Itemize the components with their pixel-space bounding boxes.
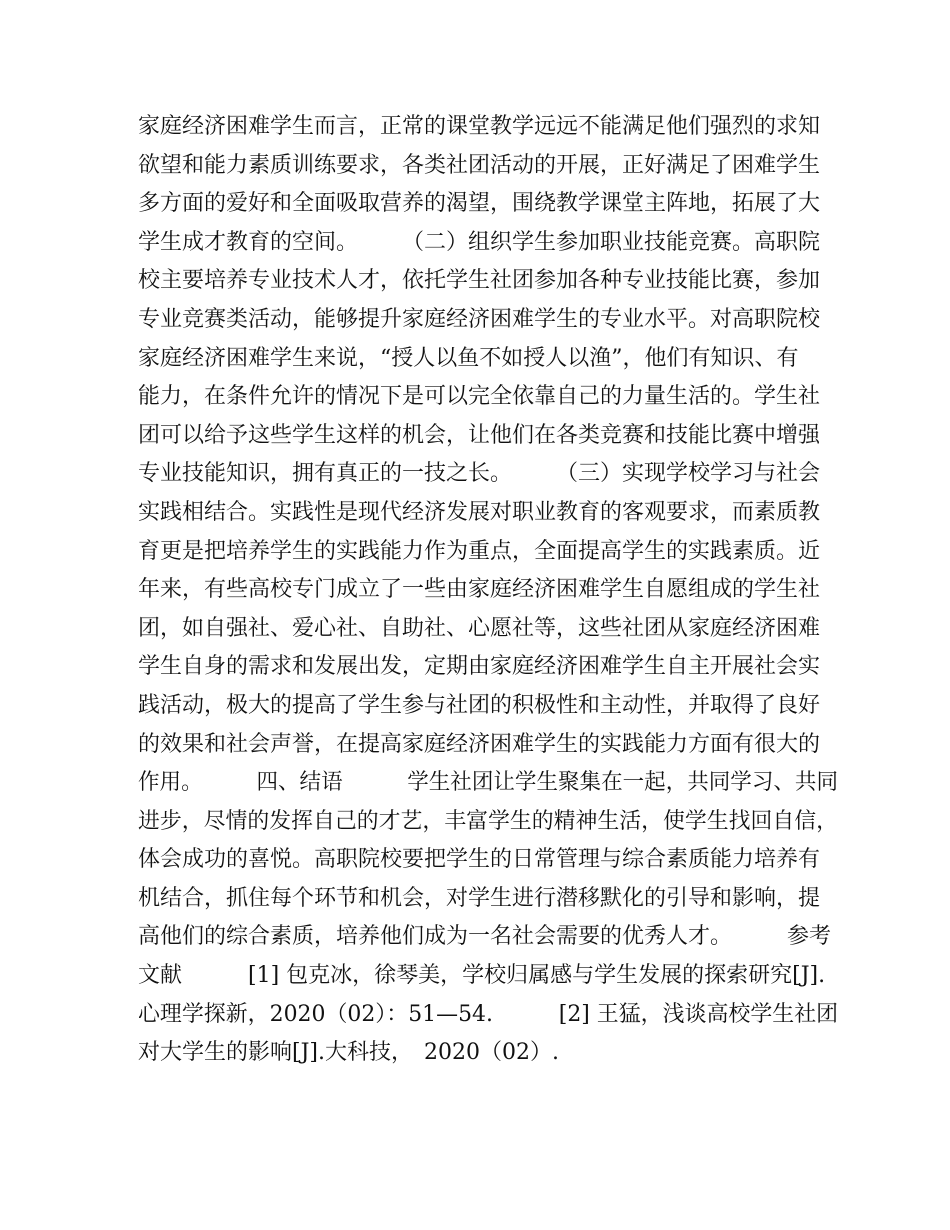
reference-line: 心理学探新，2020（02）：51—54. [2] 王猛，浅谈高校学生社团 (138, 1001, 839, 1027)
text-line: 实践相结合。实践性是现代经济发展对职业教育的客观要求，而素质教 (138, 499, 821, 525)
text-line: 专业技能知识，拥有真正的一技之长。 （三）实现学校学习与社会 (138, 461, 821, 487)
text-line: 年来，有些高校专门成立了一些由家庭经济困难学生自愿组成的学生社 (138, 577, 821, 603)
text-line: 高他们的综合素质，培养他们成为一名社会需要的优秀人才。 参考 (138, 924, 832, 950)
text-line: 专业竞赛类活动，能够提升家庭经济困难学生的专业水平。对高职院校 (138, 306, 821, 332)
text-line: 学生成才教育的空间。 （二）组织学生参加职业技能竞赛。高职院 (138, 229, 821, 255)
text-line: 家庭经济困难学生来说，“授人以鱼不如授人以渔”，他们有知识、有 (138, 345, 799, 371)
text-line: 践活动，极大的提高了学生参与社团的积极性和主动性，并取得了良好 (138, 692, 821, 718)
body-text (138, 108, 839, 1073)
text-line: 的效果和社会声誉，在提高家庭经济困难学生的实践能力方面有很大的 (138, 731, 821, 757)
text-line: 学生自身的需求和发展出发，定期由家庭经济困难学生自主开展社会实 (138, 654, 821, 680)
text-line: 家庭经济困难学生而言，正常的课堂教学远远不能满足他们强烈的求知 (138, 114, 821, 139)
text-line: 体会成功的喜悦。高职院校要把学生的日常管理与综合素质能力培养有 (138, 847, 821, 873)
reference-line: 对大学生的影响[J].大科技， 2020（02）. (138, 1040, 559, 1066)
text-line: 进步，尽情的发挥自己的才艺，丰富学生的精神生活，使学生找回自信， (138, 808, 839, 834)
text-line: 机结合，抓住每个环节和机会，对学生进行潜移默化的引导和影响，提 (138, 885, 821, 911)
text-line: 多方面的爱好和全面吸取营养的渴望，围绕教学课堂主阵地，拓展了大 (138, 191, 821, 217)
text-line: 团，如自强社、爱心社、自助社、心愿社等，这些社团从家庭经济困难 (138, 615, 821, 641)
text-line: 作用。 四、结语 学生社团让学生聚集在一起，共同学习、共同 (138, 770, 839, 796)
text-line: 育更是把培养学生的实践能力作为重点，全面提高学生的实践素质。近 (138, 538, 821, 564)
text-line: 团可以给予这些学生这样的机会，让他们在各类竞赛和技能比赛中增强 (138, 422, 821, 448)
text-line: 能力，在条件允许的情况下是可以完全依靠自己的力量生活的。学生社 (138, 384, 821, 410)
text-line: 校主要培养专业技术人才，依托学生社团参加各种专业技能比赛，参加 (138, 268, 821, 294)
reference-line: 文献 [1] 包克冰，徐琴美，学校归属感与学生发展的探索研究[J]. (138, 963, 826, 989)
text-line: 欲望和能力素质训练要求，各类社团活动的开展，正好满足了困难学生 (138, 152, 821, 178)
